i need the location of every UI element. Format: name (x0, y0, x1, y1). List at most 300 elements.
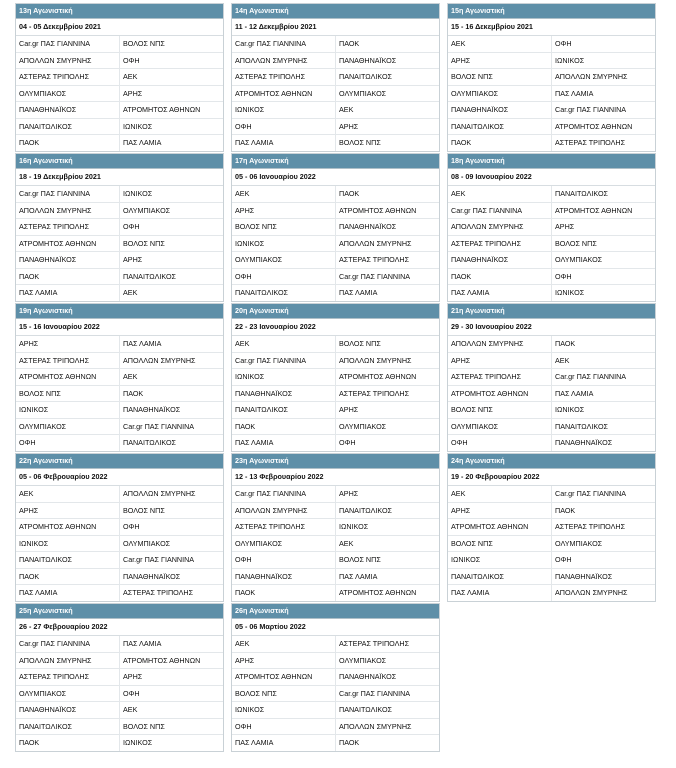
away-team: Car.gr ΠΑΣ ΓΙΑΝΝΙΝΑ (123, 421, 195, 431)
match-row (232, 536, 439, 553)
away-team: ΑΣΤΕΡΑΣ ΤΡΙΠΟΛΗΣ (555, 138, 626, 147)
home-team: ΑΕΚ (448, 36, 552, 52)
home-team: ΑΣΤΕΡΑΣ ΤΡΙΠΟΛΗΣ (448, 236, 552, 252)
match-row (232, 219, 439, 236)
home-team: ΠΑΝΑΘΗΝΑΪΚΟΣ (16, 702, 120, 718)
round-title: 18η Αγωνιστική (448, 154, 655, 169)
away-team: ΠΑΟΚ (339, 189, 360, 198)
away-team: ΑΕΚ (555, 355, 570, 365)
away-team: Car.gr ΠΑΣ ΓΙΑΝΝΙΝΑ (123, 555, 195, 564)
round-block (231, 303, 440, 452)
round-title: 19η Αγωνιστική (16, 304, 223, 319)
away-team: ΠΑΝΑΘΗΝΑΪΚΟΣ (339, 222, 397, 231)
home-team: ΠΑΝΑΘΗΝΑΪΚΟΣ (16, 252, 120, 268)
away-team: ΑΣΤΕΡΑΣ ΤΡΙΠΟΛΗΣ (555, 522, 626, 531)
home-team: ΠΑΟΚ (16, 735, 120, 751)
home-team: ΠΑΝΑΙΤΩΛΙΚΟΣ (448, 569, 552, 585)
round-title: 13η Αγωνιστική (16, 4, 223, 19)
match-row (232, 69, 439, 86)
match-row (232, 503, 439, 520)
round-block (15, 603, 224, 752)
match-row (232, 702, 439, 719)
match-row (448, 569, 655, 586)
match-row (16, 569, 223, 586)
away-team: ΟΛΥΜΠΙΑΚΟΣ (123, 538, 171, 548)
home-team: ΙΩΝΙΚΟΣ (232, 369, 336, 385)
round-date: 11 - 12 Δεκεμβρίου 2021 (232, 19, 439, 36)
match-row (448, 435, 655, 451)
home-team: ΑΣΤΕΡΑΣ ΤΡΙΠΟΛΗΣ (232, 69, 336, 85)
away-team: ΑΕΚ (123, 72, 138, 81)
home-team: ΠΑΝΑΙΤΩΛΙΚΟΣ (16, 552, 120, 568)
away-team: ΠΑΣ ΛΑΜΙΑ (123, 138, 162, 147)
away-team: ΑΡΗΣ (123, 255, 143, 264)
away-team: ΠΑΣ ΛΑΜΙΑ (123, 339, 162, 348)
match-row (448, 119, 655, 136)
away-team: ΟΦΗ (555, 555, 572, 564)
home-team: Car.gr ΠΑΣ ΓΙΑΝΝΙΝΑ (16, 636, 120, 652)
away-team: ΒΟΛΟΣ ΝΠΣ (339, 138, 381, 147)
home-team: ΑΕΚ (448, 486, 552, 502)
match-row (16, 702, 223, 719)
home-team: ΠΑΟΚ (448, 135, 552, 151)
match-row (16, 435, 223, 451)
round-date: 05 - 06 Μαρτίου 2022 (232, 619, 439, 636)
away-team: ΑΕΚ (123, 288, 138, 297)
away-team: ΠΑΟΚ (555, 505, 576, 515)
match-row (16, 336, 223, 353)
round-date: 08 - 09 Ιανουαρίου 2022 (448, 169, 655, 186)
home-team: ΠΑΝΑΘΗΝΑΪΚΟΣ (232, 569, 336, 585)
away-team: ΠΑΝΑΘΗΝΑΪΚΟΣ (555, 571, 613, 581)
match-row (232, 102, 439, 119)
round-date: 05 - 06 Φεβρουαρίου 2022 (16, 469, 223, 486)
away-team: ΑΠΟΛΛΩΝ ΣΜΥΡΝΗΣ (555, 72, 628, 81)
home-team: ΟΦΗ (232, 269, 336, 285)
home-team: ΒΟΛΟΣ ΝΠΣ (16, 386, 120, 402)
match-row (16, 369, 223, 386)
home-team: Car.gr ΠΑΣ ΓΙΑΝΝΙΝΑ (16, 186, 120, 202)
home-team: ΙΩΝΙΚΟΣ (448, 552, 552, 568)
home-team: ΑΤΡΟΜΗΤΟΣ ΑΘΗΝΩΝ (448, 519, 552, 535)
home-team: ΠΑΟΚ (16, 269, 120, 285)
home-team: ΠΑΣ ΛΑΜΙΑ (16, 585, 120, 601)
home-team: ΙΩΝΙΚΟΣ (232, 236, 336, 252)
away-team: ΠΑΝΑΙΤΩΛΙΚΟΣ (339, 72, 393, 81)
round-date: 19 - 20 Φεβρουαρίου 2022 (448, 469, 655, 486)
match-row (16, 585, 223, 601)
match-row (448, 36, 655, 53)
home-team: Car.gr ΠΑΣ ΓΙΑΝΝΙΝΑ (232, 486, 336, 502)
round-date: 15 - 16 Ιανουαρίου 2022 (16, 319, 223, 336)
home-team: ΟΦΗ (232, 119, 336, 135)
away-team: ΠΑΝΑΙΤΩΛΙΚΟΣ (123, 271, 177, 281)
round-block (231, 3, 440, 152)
match-row (448, 186, 655, 203)
away-team: ΟΦΗ (555, 271, 572, 281)
home-team: ΑΠΟΛΛΩΝ ΣΜΥΡΝΗΣ (232, 503, 336, 519)
match-row (232, 119, 439, 136)
match-row (16, 486, 223, 503)
round-title: 14η Αγωνιστική (232, 4, 439, 19)
home-team: ΠΑΝΑΙΤΩΛΙΚΟΣ (232, 285, 336, 301)
round-block (231, 153, 440, 302)
home-team: ΑΤΡΟΜΗΤΟΣ ΑΘΗΝΩΝ (232, 669, 336, 685)
away-team: ΠΑΟΚ (339, 738, 360, 747)
away-team: ΟΦΗ (123, 55, 140, 65)
match-row (16, 285, 223, 301)
match-row (448, 353, 655, 370)
away-team: ΠΑΣ ΛΑΜΙΑ (123, 639, 162, 648)
match-row (232, 135, 439, 151)
match-row (232, 719, 439, 736)
away-team: ΑΡΗΣ (339, 121, 359, 131)
home-team: ΟΛΥΜΠΙΑΚΟΣ (16, 419, 120, 435)
away-team: ΠΑΝΑΘΗΝΑΪΚΟΣ (339, 672, 397, 681)
home-team: ΑΕΚ (232, 186, 336, 202)
away-team: ΠΑΝΑΙΤΩΛΙΚΟΣ (339, 705, 393, 714)
away-team: ΑΡΗΣ (123, 672, 143, 681)
match-row (448, 53, 655, 70)
home-team: ΑΠΟΛΛΩΝ ΣΜΥΡΝΗΣ (16, 653, 120, 669)
round-title: 24η Αγωνιστική (448, 454, 655, 469)
away-team: ΑΕΚ (339, 538, 354, 548)
home-team: ΙΩΝΙΚΟΣ (16, 536, 120, 552)
away-team: ΒΟΛΟΣ ΝΠΣ (339, 339, 381, 348)
home-team: ΠΑΟΚ (232, 585, 336, 601)
match-row (16, 36, 223, 53)
home-team: ΑΡΗΣ (448, 503, 552, 519)
home-team: ΒΟΛΟΣ ΝΠΣ (448, 402, 552, 418)
home-team: ΑΡΗΣ (448, 353, 552, 369)
home-team: ΑΡΗΣ (232, 653, 336, 669)
home-team: ΑΤΡΟΜΗΤΟΣ ΑΘΗΝΩΝ (232, 86, 336, 102)
away-team: ΠΑΟΚ (555, 339, 576, 348)
away-team: ΑΣΤΕΡΑΣ ΤΡΙΠΟΛΗΣ (123, 588, 194, 597)
home-team: ΑΣΤΕΡΑΣ ΤΡΙΠΟΛΗΣ (448, 369, 552, 385)
match-row (448, 269, 655, 286)
away-team: Car.gr ΠΑΣ ΓΙΑΝΝΙΝΑ (555, 489, 627, 498)
away-team: ΑΡΗΣ (339, 489, 359, 498)
match-row (232, 186, 439, 203)
match-row (448, 219, 655, 236)
home-team: ΑΤΡΟΜΗΤΟΣ ΑΘΗΝΩΝ (16, 369, 120, 385)
away-team: ΠΑΝΑΘΗΝΑΪΚΟΣ (123, 571, 181, 581)
match-row (16, 186, 223, 203)
home-team: ΑΕΚ (232, 336, 336, 352)
home-team: ΠΑΣ ΛΑΜΙΑ (232, 135, 336, 151)
match-row (448, 236, 655, 253)
match-row (232, 686, 439, 703)
away-team: ΒΟΛΟΣ ΝΠΣ (123, 505, 165, 515)
home-team: ΑΤΡΟΜΗΤΟΣ ΑΘΗΝΩΝ (16, 236, 120, 252)
home-team: ΠΑΣ ΛΑΜΙΑ (448, 285, 552, 301)
match-row (448, 585, 655, 601)
away-team: Car.gr ΠΑΣ ΓΙΑΝΝΙΝΑ (555, 105, 627, 114)
match-row (16, 353, 223, 370)
match-row (448, 503, 655, 520)
round-date: 29 - 30 Ιανουαρίου 2022 (448, 319, 655, 336)
round-block (447, 303, 656, 452)
away-team: ΟΦΗ (339, 438, 356, 447)
match-row (16, 119, 223, 136)
match-row (16, 135, 223, 151)
away-team: ΟΛΥΜΠΙΑΚΟΣ (339, 421, 387, 431)
match-row (232, 353, 439, 370)
away-team: ΑΤΡΟΜΗΤΟΣ ΑΘΗΝΩΝ (123, 655, 201, 665)
home-team: Car.gr ΠΑΣ ΓΙΑΝΝΙΝΑ (232, 353, 336, 369)
home-team: ΑΡΗΣ (16, 503, 120, 519)
round-block (447, 153, 656, 302)
away-team: ΑΠΟΛΛΩΝ ΣΜΥΡΝΗΣ (339, 238, 412, 248)
home-team: ΠΑΝΑΙΤΩΛΙΚΟΣ (16, 719, 120, 735)
away-team: ΑΤΡΟΜΗΤΟΣ ΑΘΗΝΩΝ (339, 205, 417, 215)
away-team: Car.gr ΠΑΣ ΓΙΑΝΝΙΝΑ (339, 271, 411, 281)
home-team: ΠΑΝΑΘΗΝΑΪΚΟΣ (448, 252, 552, 268)
match-row (16, 386, 223, 403)
match-row (448, 552, 655, 569)
away-team: ΠΑΝΑΙΤΩΛΙΚΟΣ (339, 505, 393, 515)
home-team: ΑΤΡΟΜΗΤΟΣ ΑΘΗΝΩΝ (16, 519, 120, 535)
away-team: ΑΠΟΛΛΩΝ ΣΜΥΡΝΗΣ (555, 588, 628, 597)
home-team: ΑΠΟΛΛΩΝ ΣΜΥΡΝΗΣ (16, 53, 120, 69)
home-team: ΠΑΣ ΛΑΜΙΑ (232, 735, 336, 751)
away-team: ΑΠΟΛΛΩΝ ΣΜΥΡΝΗΣ (123, 355, 196, 365)
home-team: ΑΤΡΟΜΗΤΟΣ ΑΘΗΝΩΝ (448, 386, 552, 402)
away-team: ΑΠΟΛΛΩΝ ΣΜΥΡΝΗΣ (339, 721, 412, 731)
match-row (448, 386, 655, 403)
away-team: ΑΤΡΟΜΗΤΟΣ ΑΘΗΝΩΝ (555, 205, 633, 215)
home-team: ΠΑΝΑΘΗΝΑΪΚΟΣ (16, 102, 120, 118)
round-title: 17η Αγωνιστική (232, 154, 439, 169)
away-team: ΑΠΟΛΛΩΝ ΣΜΥΡΝΗΣ (339, 355, 412, 365)
home-team: ΟΛΥΜΠΙΑΚΟΣ (16, 86, 120, 102)
match-row (232, 735, 439, 751)
away-team: ΙΩΝΙΚΟΣ (555, 405, 585, 414)
match-row (448, 519, 655, 536)
match-row (448, 285, 655, 301)
away-team: ΠΑΝΑΘΗΝΑΪΚΟΣ (555, 438, 613, 447)
away-team: ΒΟΛΟΣ ΝΠΣ (123, 238, 165, 248)
away-team: ΑΤΡΟΜΗΤΟΣ ΑΘΗΝΩΝ (555, 121, 633, 131)
home-team: ΙΩΝΙΚΟΣ (16, 402, 120, 418)
match-row (232, 203, 439, 220)
match-row (232, 653, 439, 670)
away-team: ΙΩΝΙΚΟΣ (339, 522, 369, 531)
away-team: ΟΦΗ (123, 522, 140, 531)
home-team: ΑΠΟΛΛΩΝ ΣΜΥΡΝΗΣ (16, 203, 120, 219)
home-team: ΙΩΝΙΚΟΣ (232, 702, 336, 718)
home-team: ΑΠΟΛΛΩΝ ΣΜΥΡΝΗΣ (448, 219, 552, 235)
away-team: ΠΑΝΑΙΤΩΛΙΚΟΣ (123, 438, 177, 447)
home-team: ΑΡΗΣ (16, 336, 120, 352)
match-row (448, 252, 655, 269)
match-row (16, 419, 223, 436)
home-team: ΠΑΝΑΙΤΩΛΙΚΟΣ (232, 402, 336, 418)
match-row (448, 402, 655, 419)
round-title: 25η Αγωνιστική (16, 604, 223, 619)
home-team: ΠΑΝΑΘΗΝΑΪΚΟΣ (232, 386, 336, 402)
away-team: ΠΑΣ ΛΑΜΙΑ (555, 88, 594, 98)
round-block (15, 153, 224, 302)
match-row (448, 86, 655, 103)
match-row (232, 386, 439, 403)
match-row (16, 219, 223, 236)
round-title: 20η Αγωνιστική (232, 304, 439, 319)
home-team: ΟΦΗ (232, 719, 336, 735)
away-team: ΟΛΥΜΠΙΑΚΟΣ (339, 655, 387, 665)
round-title: 26η Αγωνιστική (232, 604, 439, 619)
match-row (448, 419, 655, 436)
match-row (16, 102, 223, 119)
away-team: ΠΑΣ ΛΑΜΙΑ (555, 388, 594, 398)
match-row (232, 435, 439, 451)
round-block (15, 3, 224, 152)
match-row (16, 402, 223, 419)
home-team: ΑΕΚ (448, 186, 552, 202)
round-title: 22η Αγωνιστική (16, 454, 223, 469)
away-team: ΟΛΥΜΠΙΑΚΟΣ (555, 538, 603, 548)
away-team: ΟΦΗ (123, 222, 140, 231)
away-team: ΠΑΣ ΛΑΜΙΑ (339, 288, 378, 297)
round-date: 04 - 05 Δεκεμβρίου 2021 (16, 19, 223, 36)
away-team: ΑΡΗΣ (123, 88, 143, 98)
home-team: ΒΟΛΟΣ ΝΠΣ (448, 69, 552, 85)
home-team: ΟΛΥΜΠΙΑΚΟΣ (448, 86, 552, 102)
away-team: ΑΣΤΕΡΑΣ ΤΡΙΠΟΛΗΣ (339, 255, 410, 264)
home-team: ΑΕΚ (16, 486, 120, 502)
round-block (447, 453, 656, 602)
match-row (448, 369, 655, 386)
away-team: ΑΡΗΣ (339, 405, 359, 414)
match-row (232, 269, 439, 286)
match-row (448, 135, 655, 151)
away-team: ΠΑΝΑΘΗΝΑΪΚΟΣ (123, 405, 181, 414)
away-team: ΑΤΡΟΜΗΤΟΣ ΑΘΗΝΩΝ (339, 372, 417, 381)
match-row (16, 86, 223, 103)
home-team: ΠΑΝΑΙΤΩΛΙΚΟΣ (16, 119, 120, 135)
home-team: ΑΡΗΣ (448, 53, 552, 69)
away-team: ΠΑΟΚ (123, 388, 144, 398)
home-team: ΠΑΣ ΛΑΜΙΑ (448, 585, 552, 601)
match-row (232, 669, 439, 686)
round-block (447, 3, 656, 152)
away-team: ΒΟΛΟΣ ΝΠΣ (555, 238, 597, 248)
away-team: ΠΑΝΑΙΤΩΛΙΚΟΣ (555, 421, 609, 431)
match-row (16, 735, 223, 751)
match-row (232, 36, 439, 53)
home-team: Car.gr ΠΑΣ ΓΙΑΝΝΙΝΑ (232, 36, 336, 52)
home-team: ΙΩΝΙΚΟΣ (232, 102, 336, 118)
away-team: ΟΛΥΜΠΙΑΚΟΣ (339, 88, 387, 98)
away-team: ΟΛΥΜΠΙΑΚΟΣ (555, 255, 603, 264)
match-row (448, 536, 655, 553)
home-team: ΒΟΛΟΣ ΝΠΣ (232, 686, 336, 702)
match-row (16, 552, 223, 569)
away-team: ΙΩΝΙΚΟΣ (123, 121, 153, 131)
home-team: ΑΠΟΛΛΩΝ ΣΜΥΡΝΗΣ (448, 336, 552, 352)
match-row (16, 719, 223, 736)
match-row (448, 336, 655, 353)
home-team: ΠΑΝΑΙΤΩΛΙΚΟΣ (448, 119, 552, 135)
round-block (231, 453, 440, 602)
home-team: ΑΣΤΕΡΑΣ ΤΡΙΠΟΛΗΣ (16, 669, 120, 685)
away-team: ΑΠΟΛΛΩΝ ΣΜΥΡΝΗΣ (123, 489, 196, 498)
home-team: ΠΑΟΚ (448, 269, 552, 285)
away-team: ΟΛΥΜΠΙΑΚΟΣ (123, 205, 171, 215)
away-team: ΒΟΛΟΣ ΝΠΣ (123, 39, 165, 48)
away-team: ΒΟΛΟΣ ΝΠΣ (123, 721, 165, 731)
away-team: ΟΦΗ (123, 688, 140, 698)
away-team: ΙΩΝΙΚΟΣ (555, 55, 585, 65)
round-date: 15 - 16 Δεκεμβρίου 2021 (448, 19, 655, 36)
match-row (232, 252, 439, 269)
home-team: ΟΛΥΜΠΙΑΚΟΣ (16, 686, 120, 702)
match-row (232, 552, 439, 569)
home-team: ΟΛΥΜΠΙΑΚΟΣ (232, 536, 336, 552)
home-team: ΒΟΛΟΣ ΝΠΣ (448, 536, 552, 552)
match-row (16, 69, 223, 86)
match-row (232, 636, 439, 653)
match-row (448, 102, 655, 119)
match-row (232, 369, 439, 386)
home-team: ΟΛΥΜΠΙΑΚΟΣ (448, 419, 552, 435)
round-title: 15η Αγωνιστική (448, 4, 655, 19)
match-row (16, 519, 223, 536)
away-team: ΟΦΗ (555, 39, 572, 48)
home-team: ΠΑΝΑΘΗΝΑΪΚΟΣ (448, 102, 552, 118)
round-date: 12 - 13 Φεβρουαρίου 2022 (232, 469, 439, 486)
match-row (448, 203, 655, 220)
home-team: ΑΣΤΕΡΑΣ ΤΡΙΠΟΛΗΣ (16, 219, 120, 235)
away-team: ΑΣΤΕΡΑΣ ΤΡΙΠΟΛΗΣ (339, 639, 410, 648)
match-row (16, 236, 223, 253)
round-title: 21η Αγωνιστική (448, 304, 655, 319)
away-team: ΑΤΡΟΜΗΤΟΣ ΑΘΗΝΩΝ (123, 105, 201, 114)
match-row (232, 285, 439, 301)
away-team: ΑΕΚ (123, 372, 138, 381)
away-team: ΒΟΛΟΣ ΝΠΣ (339, 555, 381, 564)
home-team: ΑΕΚ (232, 636, 336, 652)
match-row (232, 585, 439, 601)
home-team: ΟΦΗ (16, 435, 120, 451)
match-row (232, 569, 439, 586)
away-team: ΠΑΝΑΘΗΝΑΪΚΟΣ (339, 55, 397, 65)
home-team: ΠΑΣ ΛΑΜΙΑ (16, 285, 120, 301)
home-team: ΑΡΗΣ (232, 203, 336, 219)
round-block (231, 603, 440, 752)
match-row (16, 503, 223, 520)
match-row (232, 236, 439, 253)
away-team: Car.gr ΠΑΣ ΓΙΑΝΝΙΝΑ (339, 688, 411, 698)
match-row (232, 519, 439, 536)
away-team: ΠΑΝΑΙΤΩΛΙΚΟΣ (555, 189, 609, 198)
home-team: Car.gr ΠΑΣ ΓΙΑΝΝΙΝΑ (16, 36, 120, 52)
away-team: ΙΩΝΙΚΟΣ (123, 738, 153, 747)
match-row (232, 419, 439, 436)
match-row (16, 269, 223, 286)
match-row (232, 86, 439, 103)
home-team: ΟΦΗ (232, 552, 336, 568)
away-team: ΠΑΟΚ (339, 39, 360, 48)
home-team: ΑΣΤΕΡΑΣ ΤΡΙΠΟΛΗΣ (232, 519, 336, 535)
home-team: ΠΑΟΚ (16, 135, 120, 151)
away-team: ΙΩΝΙΚΟΣ (123, 189, 153, 198)
match-row (232, 336, 439, 353)
round-title: 23η Αγωνιστική (232, 454, 439, 469)
home-team: Car.gr ΠΑΣ ΓΙΑΝΝΙΝΑ (448, 203, 552, 219)
round-date: 05 - 06 Ιανουαρίου 2022 (232, 169, 439, 186)
